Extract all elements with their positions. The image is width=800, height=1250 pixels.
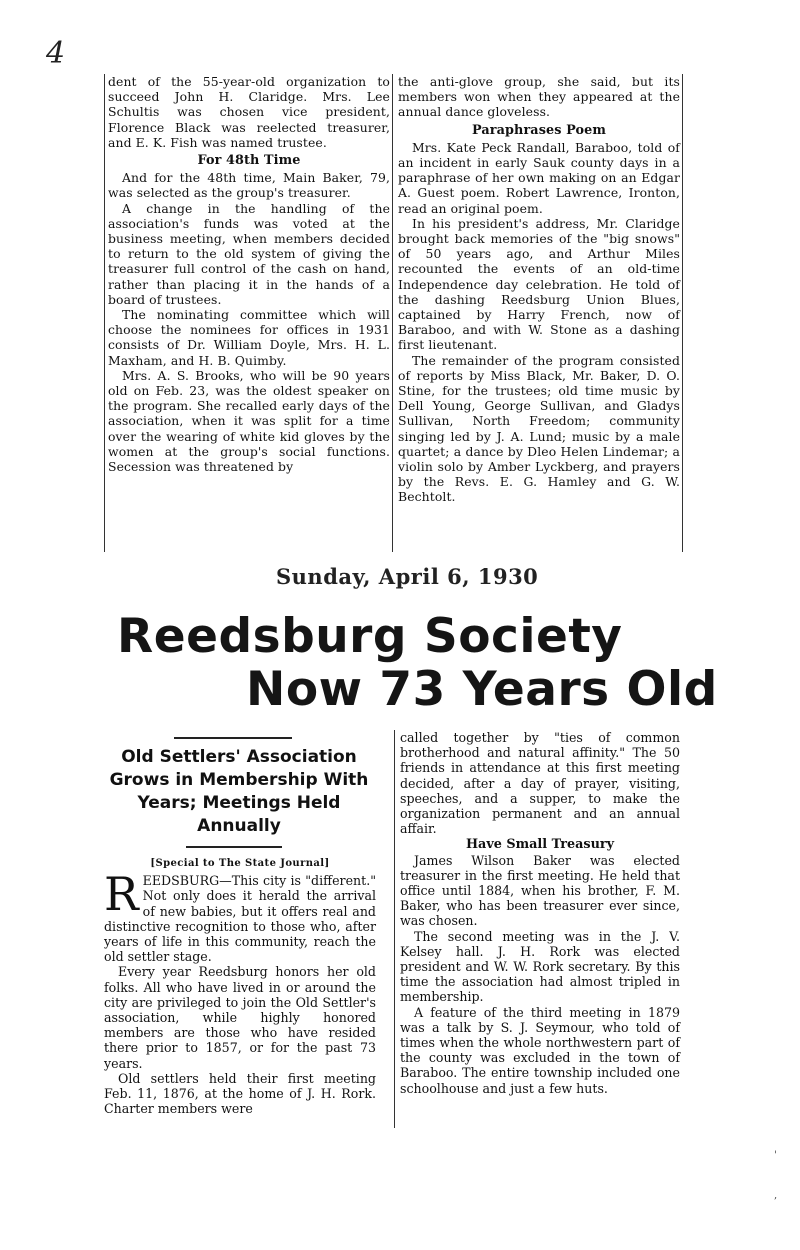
article-paragraph: called together by "ties of common brotherhood and natural affinity." The 50 friends in attendance at this first meeting decided, after a day of prayer, visiting, speeches, and a supper, to make the organization permanent and an annual affair.: [400, 730, 680, 837]
deck-headline: Old Settlers' Association Grows in Membership With Years; Meetings Held Annually: [109, 747, 369, 836]
top-clipping: [104, 74, 682, 554]
headline-line-1: Reedsburg Society: [117, 609, 623, 664]
lead-text: EEDSBURG—This city is "different." Not only does it herald the arrival of new babies, but it offers real and distinctive recognition to those who, after years of life in this community, reach the old settler stage.: [104, 873, 376, 965]
scan-mark: ,: [774, 1190, 778, 1201]
top-left-column: [108, 74, 390, 474]
article-paragraph: The remainder of the program consisted of reports by Miss Black, Mr. Baker, D. O. Stine, for the trustees; old time music by Dell Young, George Sullivan, and Gladys Sullivan, North Freedom; community singing led by J. A. Lund; music by a male quartet; a dance by Dleo Helen Lindemar; a violin solo by Amber Lyckberg, and prayers by the Revs. E. G. Hamley and G. W. Bechtolt.: [398, 352, 680, 505]
article-paragraph: And for the 48th time, Main Baker, 79, was selected as the group's treasurer.: [108, 170, 390, 201]
article-paragraph: A change in the handling of the association's funds was voted at the business meeting, when members decided to return to the old system of giving the treasurer full control of the cash on hand, rather than placing it in the hands of a board of trustees.: [108, 200, 390, 307]
column-divider: [394, 730, 395, 1128]
lead-paragraph: [104, 867, 376, 965]
dateline: Sunday, April 6, 1930: [276, 564, 539, 589]
column-rule-right: [682, 74, 683, 552]
article-paragraph: Mrs. A. S. Brooks, who will be 90 years old on Feb. 23, was the oldest speaker on the program. She recalled early days of the association, when it was split for a time over the wearing of white kid gloves by the women at the group's social functions. Secession was threatened by: [108, 367, 390, 475]
article-paragraph: James Wilson Baker was elected treasurer in the first meeting. He held that office until 1884, when his brother, F. M. Baker, who has been treasurer ever since, was chosen.: [400, 852, 680, 929]
article-paragraph: The nominating committee which will choose the nominees for offices in 1931 consists of Dr. William Doyle, Mrs. H. L. Maxham, and H. B. Quimby.: [108, 307, 390, 368]
column-divider: [392, 74, 393, 552]
article-paragraph: Mrs. Kate Peck Randall, Baraboo, told of an incident in early Sauk county days in a paraphrase of her own making on an Edgar A. Guest poem. Robert Lawrence, Ironton, read an original poem.: [398, 139, 680, 216]
subheading: For 48th Time: [197, 153, 301, 169]
article-paragraph: In his president's address, Mr. Claridge brought back memories of the "big snows" of 50 years ago, and Arthur Miles recounted the events of an old-time Independence day celebration. He told of the dashing Reedsburg Union Blues, captained by Harry French, now of Baraboo, and with W. Stone as a dashing first lieutenant.: [398, 215, 680, 353]
subheading: Have Small Treasury: [465, 837, 615, 853]
column-rule-left: [104, 74, 105, 552]
story-paragraph: Every year Reedsburg honors her old folks. All who have lived in or around the city are privileged to join the Old Settler's association, while highly honored members are those who have resided there prior to 1857, or for the past 73 years.: [104, 964, 376, 1071]
byline: [Special to The State Journal]: [150, 858, 330, 869]
subheading: Paraphrases Poem: [472, 122, 606, 138]
article-paragraph: the anti-glove group, she said, but its members won when they appeared at the annual dance gloveless.: [398, 74, 680, 120]
article-paragraph: A feature of the third meeting in 1879 was a talk by S. J. Seymour, who told of times when the whole northwestern part of the county was excluded in the town of Baraboo. The entire township included one schoolhouse and just a few huts.: [400, 1004, 680, 1096]
drop-cap: R: [104, 867, 139, 922]
story-right-column: [400, 730, 680, 1096]
page-number: 4: [46, 36, 66, 71]
top-right-column: [398, 74, 680, 505]
scan-mark: ': [774, 1150, 777, 1161]
bottom-clipping: [104, 730, 682, 1130]
deck-rule-top: [174, 737, 292, 739]
story-paragraph: Old settlers held their first meeting Feb. 11, 1876, at the home of J. H. Rork. Charter members were: [104, 1070, 376, 1117]
headline-line-2: Now 73 Years Old: [246, 662, 718, 717]
article-paragraph: dent of the 55-year-old organization to succeed John H. Claridge. Mrs. Lee Schultis was chosen vice president, Florence Black was reelected treasurer, and E. K. Fish was named trustee.: [108, 74, 390, 150]
deck-rule-bottom: [186, 846, 282, 848]
article-paragraph: The second meeting was in the J. V. Kelsey hall. J. H. Rork was elected president and W. W. Rork secretary. By this time the association had almost tripled in membership.: [400, 928, 680, 1005]
story-left-column: [104, 856, 376, 1116]
